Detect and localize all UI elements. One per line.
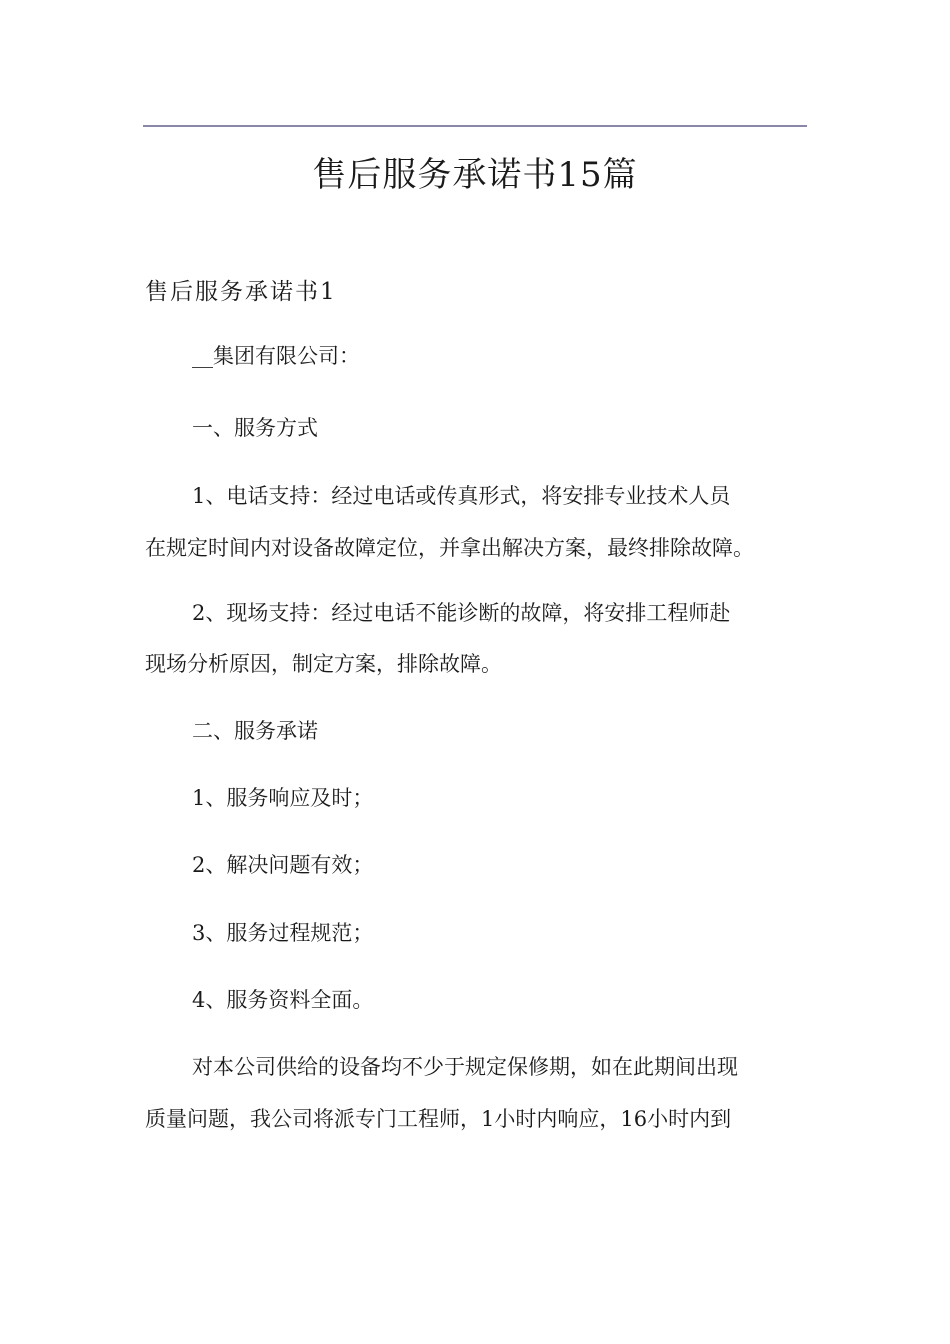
commitment-item-2: 2、解决问题有效； — [192, 853, 374, 877]
commitment-item-1: 1、服务响应及时； — [192, 786, 374, 810]
warranty-line-1: 对本公司供给的设备均不少于规定保修期，如在此期间出现 — [192, 1055, 738, 1079]
commitment-item-4: 4、服务资料全面。 — [192, 988, 374, 1012]
document-title: 售后服务承诺书15篇 — [312, 155, 638, 195]
phone-support-line-1: 1、电话支持：经过电话或传真形式，将安排专业技术人员 — [192, 484, 731, 508]
section-heading: 售后服务承诺书1 — [145, 279, 337, 305]
commitment-item-3: 3、服务过程规范； — [192, 921, 374, 945]
header-divider — [143, 125, 807, 127]
onsite-support-line-2: 现场分析原因，制定方案，排除故障。 — [145, 652, 502, 676]
phone-support-line-2: 在规定时间内对设备故障定位，并拿出解决方案，最终排除故障。 — [145, 536, 754, 560]
addressee-line: __集团有限公司： — [192, 344, 360, 368]
service-commitment-heading: 二、服务承诺 — [192, 719, 318, 743]
service-method-heading: 一、服务方式 — [192, 416, 318, 440]
warranty-line-2: 质量问题，我公司将派专门工程师，1小时内响应，16小时内到 — [145, 1107, 732, 1131]
onsite-support-line-1: 2、现场支持：经过电话不能诊断的故障，将安排工程师赴 — [192, 601, 731, 625]
